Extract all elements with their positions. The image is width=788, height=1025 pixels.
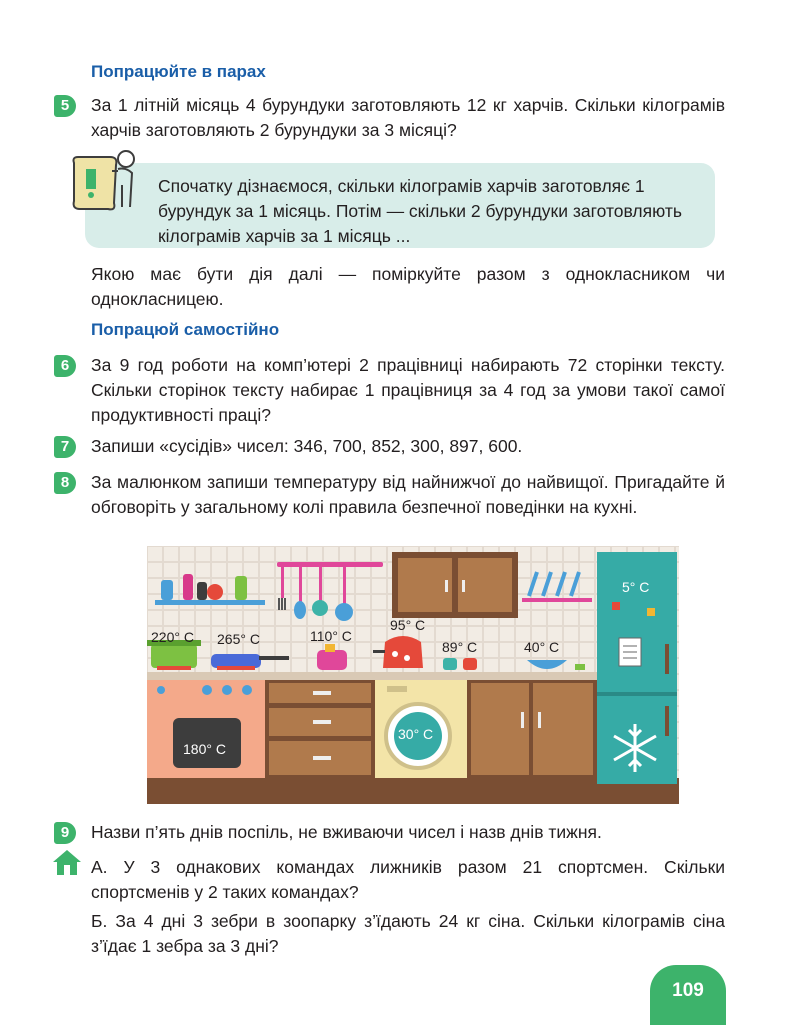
task-7-text: Запиши «сусідів» чисел: 346, 700, 852, 300, 897, 600. (91, 436, 523, 456)
section-heading-pairs: Попрацюйте в парах (91, 62, 266, 81)
task-6-text: За 9 год роботи на комп’ютері 2 працівниці набирають 72 сторінки тексту. Скільки сторінок тексту набирає 1 працівниця за 4 год за умови такої самої продуктивності праці? (91, 355, 725, 425)
task-number-8: 8 (54, 472, 76, 494)
task-5-text: За 1 літній місяць 4 бурундуки заготовляють 12 кг харчів. Скільки кілограмів харчів заготовляють 2 бурундуки за 3 місяці? (91, 95, 725, 140)
task-number-5: 5 (54, 95, 76, 117)
home-task-a: А. У 3 однакових командах лижників разом 21 спортсмен. Скільки спортсменів у 2 таких командах? (91, 857, 725, 902)
temp-label-pot: 220° C (151, 629, 194, 645)
temp-label-fridge: 5° C (622, 579, 650, 595)
temp-label-cups: 89° C (442, 639, 478, 655)
home-task-icon (52, 848, 82, 876)
hint-character-icon (68, 145, 148, 215)
temp-label-pan: 265° C (217, 631, 260, 647)
kitchen-illustration (147, 546, 679, 804)
task-number-9: 9 (54, 822, 76, 844)
task-number-6: 6 (54, 355, 76, 377)
task-number-7: 7 (54, 436, 76, 458)
temp-label-bowl: 40° C (524, 639, 560, 655)
task-5-followup: Якою має бути дія далі — поміркуйте разом з однокласником чи однокласницею. (91, 264, 725, 309)
task-8-text: За малюнком запиши температуру від найнижчої до найвищої. Пригадайте й обговоріть у загальному колі правила безпечної поведінки на кухні. (91, 472, 725, 517)
section-heading-alone: Попрацюй самостійно (91, 320, 280, 339)
temp-label-oven: 180° C (183, 741, 226, 757)
home-task-b: Б. За 4 дні 3 зебри в зоопарку з’їдають 24 кг сіна. Скільки кілограмів сіна з’їдає 1 зебра за 3 дні? (91, 911, 725, 956)
page-number: 109 (650, 965, 726, 1025)
temp-label-kettle: 95° C (390, 617, 426, 633)
temp-label-toaster: 110° C (310, 628, 352, 644)
task-9-text: Назви п’ять днів поспіль, не вживаючи чисел і назв днів тижня. (91, 822, 602, 842)
temp-label-washer: 30° C (398, 726, 434, 742)
hint-text: Спочатку дізнаємося, скільки кілограмів харчів заготовляє 1 бурундук за 1 місяць. Потім — скільки 2 бурундуки заготовляють кілограмів харчів за 1 місяць ... (158, 176, 682, 246)
